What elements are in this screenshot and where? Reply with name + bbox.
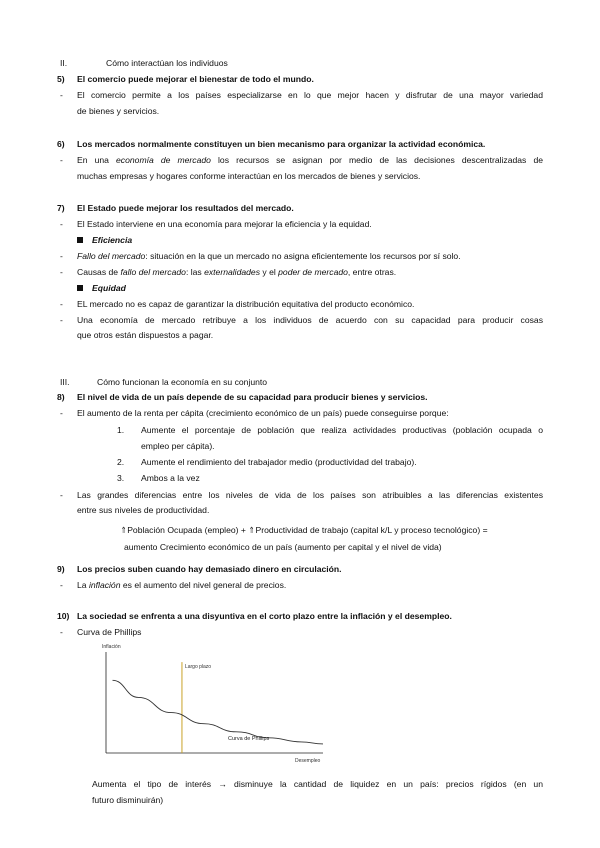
list-item-number: 1. <box>117 425 125 435</box>
point-7-text-4: EL mercado no es capaz de garantizar la distribución equitativa del producto económico. <box>77 299 415 309</box>
section-3-numeral: III. <box>60 377 70 387</box>
list-item-text: Aumente el rendimiento del trabajador medio (productividad del trabajo). <box>141 457 417 467</box>
point-8-number: 8) <box>57 392 65 402</box>
x-axis-label: Desempleo <box>295 758 321 764</box>
section-3-title: Cómo funcionan la economía en su conjunto <box>97 377 268 387</box>
list-item-text-line1: Aumente el porcentaje de población que realiza actividades productivas (población ocupada o <box>141 425 543 435</box>
phillips-curve-chart <box>95 640 335 768</box>
point-10-text-1: Curva de Phillips <box>77 627 142 637</box>
point-9-text-1: La inflación es el aumento del nivel general de precios. <box>77 580 287 590</box>
phillips-curve-line <box>113 680 324 744</box>
double-up-arrow-icon: ⇑ <box>120 525 127 535</box>
bullet-dash: - <box>60 251 63 261</box>
point-6-number: 6) <box>57 139 65 149</box>
point-5-number: 5) <box>57 74 65 84</box>
point-5-text-line2: de bienes y servicios. <box>77 106 160 116</box>
subheading-equidad: Equidad <box>77 281 126 295</box>
point-5-heading: El comercio puede mejorar el bienestar de todo el mundo. <box>77 74 314 84</box>
section-2-title: Cómo interactúan los individuos <box>106 58 228 68</box>
square-bullet-icon <box>77 285 83 291</box>
bullet-dash: - <box>60 219 63 229</box>
list-item-text-line2: empleo per cápita). <box>141 441 215 451</box>
point-9-number: 9) <box>57 564 65 574</box>
bullet-dash: - <box>60 299 63 309</box>
square-bullet-icon <box>77 237 83 243</box>
point-5-text-line1: El comercio permite a los países especializarse en lo que mejor hacen y disfrutar de una mayor variedad <box>77 90 543 100</box>
bullet-dash: - <box>60 580 63 590</box>
point-6-text-line2: muchas empresas y hogares conforme interactúan en los mercados de bienes y servicios. <box>77 171 421 181</box>
point-9-heading: Los precios suben cuando hay demasiado dinero en circulación. <box>77 564 342 574</box>
point-6-heading: Los mercados normalmente constituyen un bien mecanismo para organizar la actividad económica. <box>77 139 486 149</box>
point-10-note-line2: futuro disminuirán) <box>92 795 164 805</box>
formula-line-1: ⇑Población Ocupada (empleo) + ⇑Productividad de trabajo (capital k/L y proceso tecnológico) = <box>120 525 488 535</box>
bullet-dash: - <box>60 408 63 418</box>
y-axis-label: Inflación <box>102 644 121 650</box>
list-item-text: Ambos a la vez <box>141 473 200 483</box>
subheading-eficiencia: Eficiencia <box>77 233 132 247</box>
point-7-text-1: El Estado interviene en una economía para mejorar la eficiencia y la equidad. <box>77 219 372 229</box>
point-7-text-5-line1: Una economía de mercado retribuye a los individuos de acuerdo con su capacidad para producir cosas <box>77 315 543 325</box>
bullet-dash: - <box>60 490 63 500</box>
formula-line-2: aumento Crecimiento económico de un país (aumento per capital y el nivel de vida) <box>124 542 442 552</box>
long-run-label: Largo plazo <box>184 664 212 671</box>
point-10-number: 10) <box>57 611 70 621</box>
list-item-number: 3. <box>117 473 125 483</box>
point-6-text-line1: En una economía de mercado los recursos se asignan por medio de las decisiones descentralizadas de <box>77 155 544 165</box>
point-8-text-1: El aumento de la renta per cápita (crecimiento económico de un país) puede conseguirse porque: <box>77 408 449 418</box>
point-7-text-3: Causas de fallo del mercado: las externalidades y el poder de mercado, entre otras. <box>77 267 397 277</box>
point-10-heading: La sociedad se enfrenta a una disyuntiva en el corto plazo entre la inflación y el desempleo. <box>77 611 452 621</box>
point-7-text-5-line2: que otros están dispuestos a pagar. <box>77 330 214 340</box>
point-8-text-2-line1: Las grandes diferencias entre los niveles de vida de los países son atribuibles a las diferencias existentes <box>77 490 543 500</box>
phillips-curve-label: Curva de Phillips <box>228 736 270 742</box>
bullet-dash: - <box>60 155 63 165</box>
point-7-text-2: Fallo del mercado: situación en la que un mercado no asigna eficientemente los recursos por sí solo. <box>77 251 461 261</box>
point-8-text-2-line2: entre sus niveles de productividad. <box>77 505 210 515</box>
bullet-dash: - <box>60 627 63 637</box>
bullet-dash: - <box>60 315 63 325</box>
point-10-note-line1: Aumenta el tipo de interés → disminuye la cantidad de liquidez en un país: precios rígidos (en un <box>92 779 543 789</box>
list-item-number: 2. <box>117 457 125 467</box>
point-7-number: 7) <box>57 203 65 213</box>
bullet-dash: - <box>60 267 63 277</box>
point-7-heading: El Estado puede mejorar los resultados del mercado. <box>77 203 294 213</box>
point-8-heading: El nivel de vida de un país depende de su capacidad para producir bienes y servicios. <box>77 392 428 402</box>
bullet-dash: - <box>60 90 63 100</box>
double-up-arrow-icon: ⇑ <box>249 525 255 535</box>
section-2-numeral: II. <box>60 58 68 68</box>
